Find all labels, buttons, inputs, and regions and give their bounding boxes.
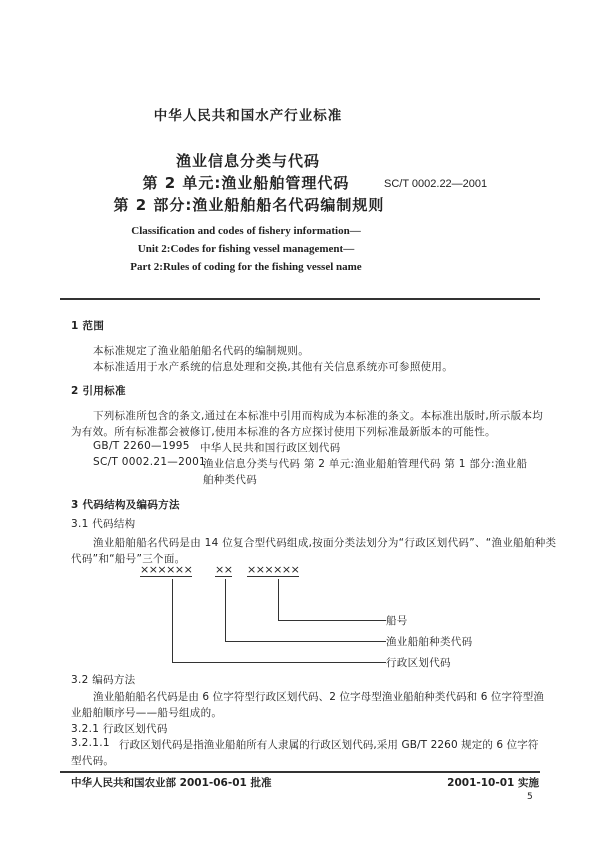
subsection-3-1: 3.1 代码结构: [71, 518, 136, 530]
paragraph: 渔业船舶船名代码是由 6 位字符型行政区划代码、2 位字母型渔业船舶种类代码和 6 位字符型渔: [93, 691, 544, 703]
paragraph: 代码”和“船号”三个面。: [71, 553, 186, 565]
paragraph: 业船舶顺序号——船号组成的。: [71, 707, 223, 719]
paragraph: 渔业船舶船名代码是由 14 位复合型代码组成,按面分类法划分为“行政区划代码”、“渔业船舶种类: [93, 537, 557, 549]
page-number: 5: [527, 792, 533, 802]
reference-title: 舶种类代码: [203, 474, 257, 486]
paragraph: 为有效。所有标准都会被修订,使用本标准的各方应探讨使用下列标准最新版本的可能性。: [71, 426, 496, 438]
paragraph: 型代码。: [71, 755, 115, 767]
paragraph: 下列标准所包含的条文,通过在本标准中引用而构成为本标准的条文。本标准出版时,所示版本均: [93, 410, 544, 422]
english-title-3: Part 2:Rules of coding for the fishing vessel name: [130, 261, 362, 273]
title-line-1: 渔业信息分类与代码: [175, 152, 321, 170]
issuer-header: 中华人民共和国水产行业标准: [153, 108, 343, 124]
paragraph: 本标准适用于水产系统的信息处理和交换,其他有关信息系统亦可参照使用。: [93, 361, 454, 373]
subsection-3-2-1: 3.2.1 行政区划代码: [71, 723, 168, 735]
clause-number: 3.2.1.1: [71, 737, 110, 749]
section-1-heading: 1 范围: [71, 320, 105, 332]
english-title-2: Unit 2:Codes for fishing vessel management—: [137, 243, 355, 255]
reference-code: GB/T 2260—1995: [93, 440, 190, 452]
reference-title: 渔业信息分类与代码 第 2 单元:渔业船舶管理代码 第 1 部分:渔业船: [203, 458, 528, 470]
section-2-heading: 2 引用标准: [71, 385, 126, 397]
reference-code: SC/T 0002.21—2001: [93, 456, 207, 468]
subsection-3-2: 3.2 编码方法: [71, 674, 136, 686]
reference-title: 中华人民共和国行政区划代码: [200, 442, 341, 454]
type-code-placeholder: ××: [215, 563, 233, 576]
approval-date: 中华人民共和国农业部 2001-06-01 批准: [71, 777, 272, 789]
vessel-number-placeholder: ××××××: [247, 563, 300, 576]
standard-code: SC/T 0002.22—2001: [384, 178, 488, 190]
header-divider: [60, 298, 540, 300]
paragraph: 行政区划代码是指渔业船舶所有人隶属的行政区划代码,采用 GB/T 2260 规定的 6 位字符: [119, 739, 539, 751]
diagram-label: 渔业船舶种类代码: [386, 636, 473, 648]
english-title-1: Classification and codes of fishery information—: [131, 225, 361, 237]
paragraph: 本标准规定了渔业船舶船名代码的编制规则。: [93, 345, 309, 357]
diagram-label: 船号: [386, 615, 408, 627]
region-code-placeholder: ××××××: [140, 563, 193, 576]
implementation-date: 2001-10-01 实施: [447, 777, 539, 789]
footer-divider: [60, 771, 540, 773]
title-line-2: 第 2 单元:渔业船舶管理代码: [142, 174, 350, 192]
section-3-heading: 3 代码结构及编码方法: [71, 499, 180, 511]
diagram-label: 行政区划代码: [386, 657, 451, 669]
title-line-3: 第 2 部分:渔业船舶船名代码编制规则: [113, 196, 385, 214]
